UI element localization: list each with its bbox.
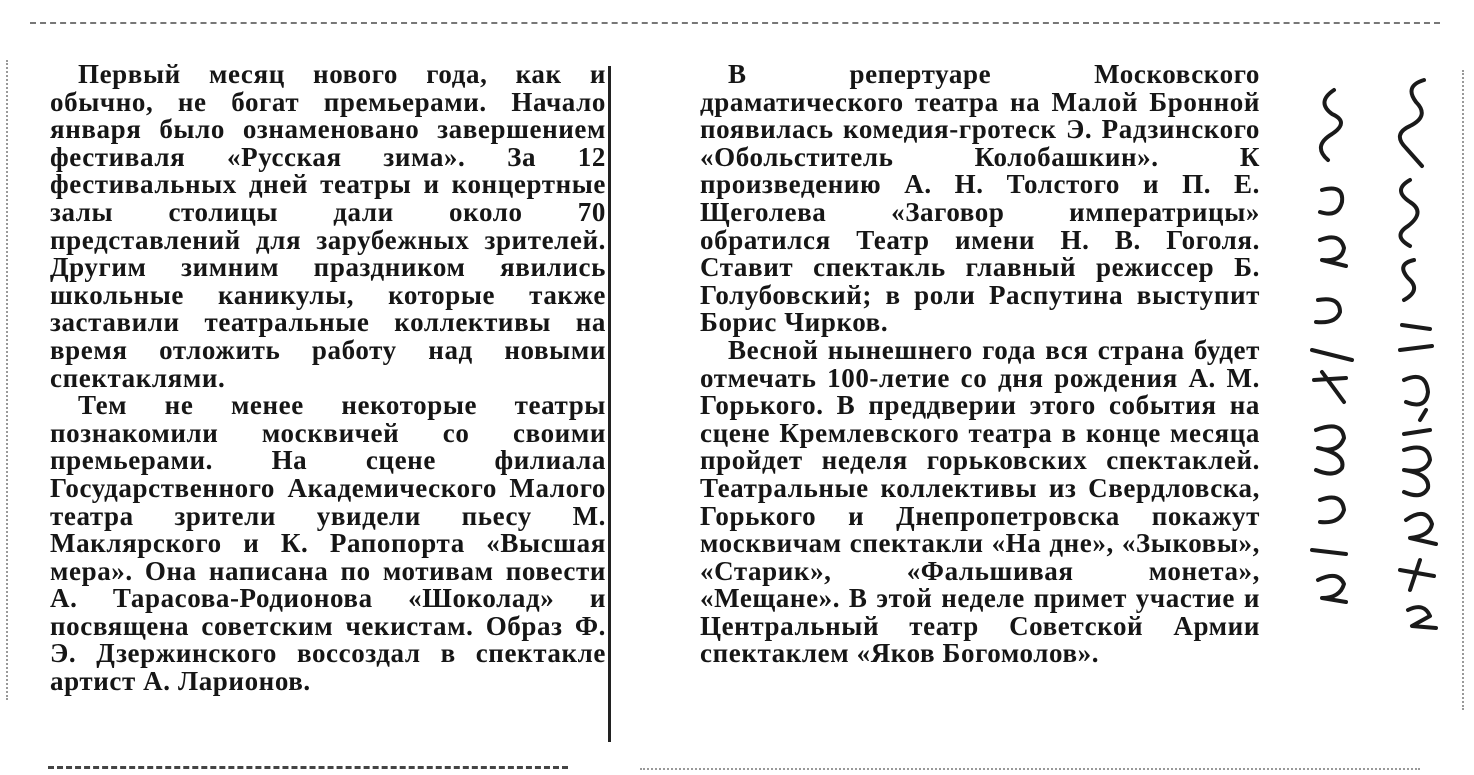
clipping-edge-left [6, 60, 8, 700]
article-paragraph: Первый месяц нового года, как и обычно, не богат премьерами. Начало января было ознаменовано завершением фестиваля «Русская зима». За 12 фестивальных дней театры и концертные залы столицы дали около 70 представлений для зарубежных зрителей. Другим зимним праздником явились школьные каникулы, которые также заставили театральные коллективы на время отложить работу над новыми спектаклями. [50, 59, 606, 393]
clipping-edge-top [30, 22, 1440, 24]
article-column-left [50, 61, 606, 696]
clipping-edge-right [1462, 70, 1464, 710]
handwritten-source-note [1292, 50, 1442, 650]
article-paragraph: Тем не менее некоторые театры познакомили москвичей со своими премьерами. На сцене филиала Государственного Академического Малого театра зрители увидели пьесу М. Маклярского и К. Рапопорта «Высшая мера». Она написана по мотивам повести А. Тарасова-Родионова «Шоколад» и посвящена советским чекистам. Образ Ф. Э. Дзержинского воссоздал в спектакле артист А. Ларионов. [50, 390, 606, 697]
article-column-right [700, 61, 1260, 668]
article-paragraph: Весной нынешнего года вся страна будет отмечать 100-летие со дня рождения А. М. Горького. В преддверии этого события на сцене Кремлевского театра в конце месяца пройдет неделя горьковских спектаклей. Театральные коллективы из Свердловска, Горького и Днепропетровска покажут москвичам спектакли «На дне», «Зыковы», «Старик», «Фальшивая монета», «Мещане». В этой неделе примет участие и Центральный театр Советской Армии спектаклем «Яков Богомолов». [700, 334, 1260, 669]
clipping-edge-bottom-dots [640, 768, 1420, 770]
article-paragraph: В репертуаре Московского драматического театра на Малой Бронной появилась комедия-гротеск Э. Радзинского «Обольститель Колобашкин». К произведению А. Н. Толстого и П. Е. Щеголева «Заговор императрицы» обратился Театр имени Н. В. Гоголя. Ставит спектакль главный режиссер Б. Голубовский; в роли Распутина выступит Борис Чирков. [700, 59, 1260, 338]
clipping-edge-bottom [48, 766, 568, 769]
column-divider [608, 66, 611, 742]
